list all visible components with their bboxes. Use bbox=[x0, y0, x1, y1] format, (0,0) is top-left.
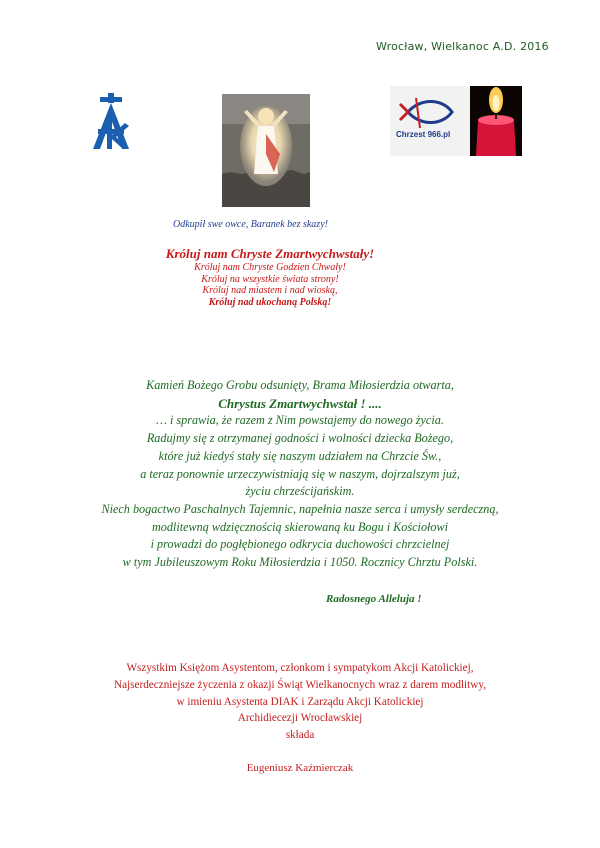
alleluja-wish: Radosnego Alleluja ! bbox=[326, 593, 422, 605]
hymn-line-final: Króluj nad ukochaną Polską! bbox=[208, 296, 332, 308]
greeting-line: Kamień Bożego Grobu odsunięty, Brama Miłosierdzia otwarta, bbox=[146, 378, 454, 392]
akcja-katolicka-logo-icon bbox=[89, 93, 133, 153]
wishes-line: w imieniu Asystenta DIAK i Zarządu Akcji Katolickiej bbox=[176, 695, 424, 708]
hymn-block bbox=[140, 246, 400, 309]
greeting-line: w tym Jubileuszowym Roku Miłosierdzia i 1050. Rocznicy Chrztu Polski. bbox=[122, 555, 478, 570]
wishes-block bbox=[0, 660, 600, 744]
hymn-line: Króluj nad miastem i nad wioską, bbox=[202, 285, 338, 296]
greeting-line: i prowadzi do pogłębionego odkrycia duchowości chrzcielnej bbox=[150, 537, 450, 552]
greeting-line: które już kiedyś stały się naszym udziałem na Chrzcie Św., bbox=[158, 448, 442, 463]
greeting-line: modlitewną wdzięcznością skierowaną ku Bogu i Kościołowi bbox=[151, 519, 449, 534]
greeting-line: a teraz ponownie urzeczywistniają się w naszym, dojrzalszym już, bbox=[140, 466, 460, 481]
chrzest-966-logo bbox=[390, 86, 470, 156]
signature: Eugeniusz Kaźmierczak bbox=[246, 762, 354, 774]
wishes-line: Archidiecezji Wrocławskiej bbox=[237, 712, 363, 725]
greeting-line-emphasis: Chrystus Zmartwychwstał ! .... bbox=[218, 395, 382, 411]
image-caption: Odkupił swe owce, Baranek bez skazy! bbox=[173, 219, 328, 230]
greeting-line: Radujmy się z otrzymanej godności i wolności dziecka Bożego, bbox=[146, 431, 454, 446]
easter-greeting bbox=[0, 377, 600, 572]
wishes-line: Wszystkim Księżom Asystentom, członkom i sympatykom Akcji Katolickiej, bbox=[126, 662, 474, 674]
wishes-line: składa bbox=[285, 729, 315, 742]
hymn-line: Króluj nam Chryste Godzien Chwały! bbox=[194, 262, 346, 273]
chrzest-logo-text: Chrzest 966.pl bbox=[396, 130, 451, 139]
resurrected-christ-image bbox=[222, 94, 310, 207]
candle-icon bbox=[470, 86, 522, 156]
hymn-title: Króluj nam Chryste Zmartwychwstały! bbox=[165, 246, 375, 261]
wishes-line: Najserdeczniejsze życzenia z okazji Świąt Wielkanocnych wraz z darem modlitwy, bbox=[114, 678, 486, 691]
greeting-line: … i sprawia, że razem z Nim powstajemy do nowego życia. bbox=[156, 413, 444, 428]
date-line: Wrocław, Wielkanoc A.D. 2016 bbox=[376, 40, 549, 53]
hymn-line: Króluj na wszystkie świata strony! bbox=[201, 273, 339, 285]
greeting-line: życiu chrześcijańskim. bbox=[245, 484, 355, 499]
greeting-line: Niech bogactwo Paschalnych Tajemnic, napełnia nasze serca i umysły serdeczną, bbox=[101, 501, 499, 516]
